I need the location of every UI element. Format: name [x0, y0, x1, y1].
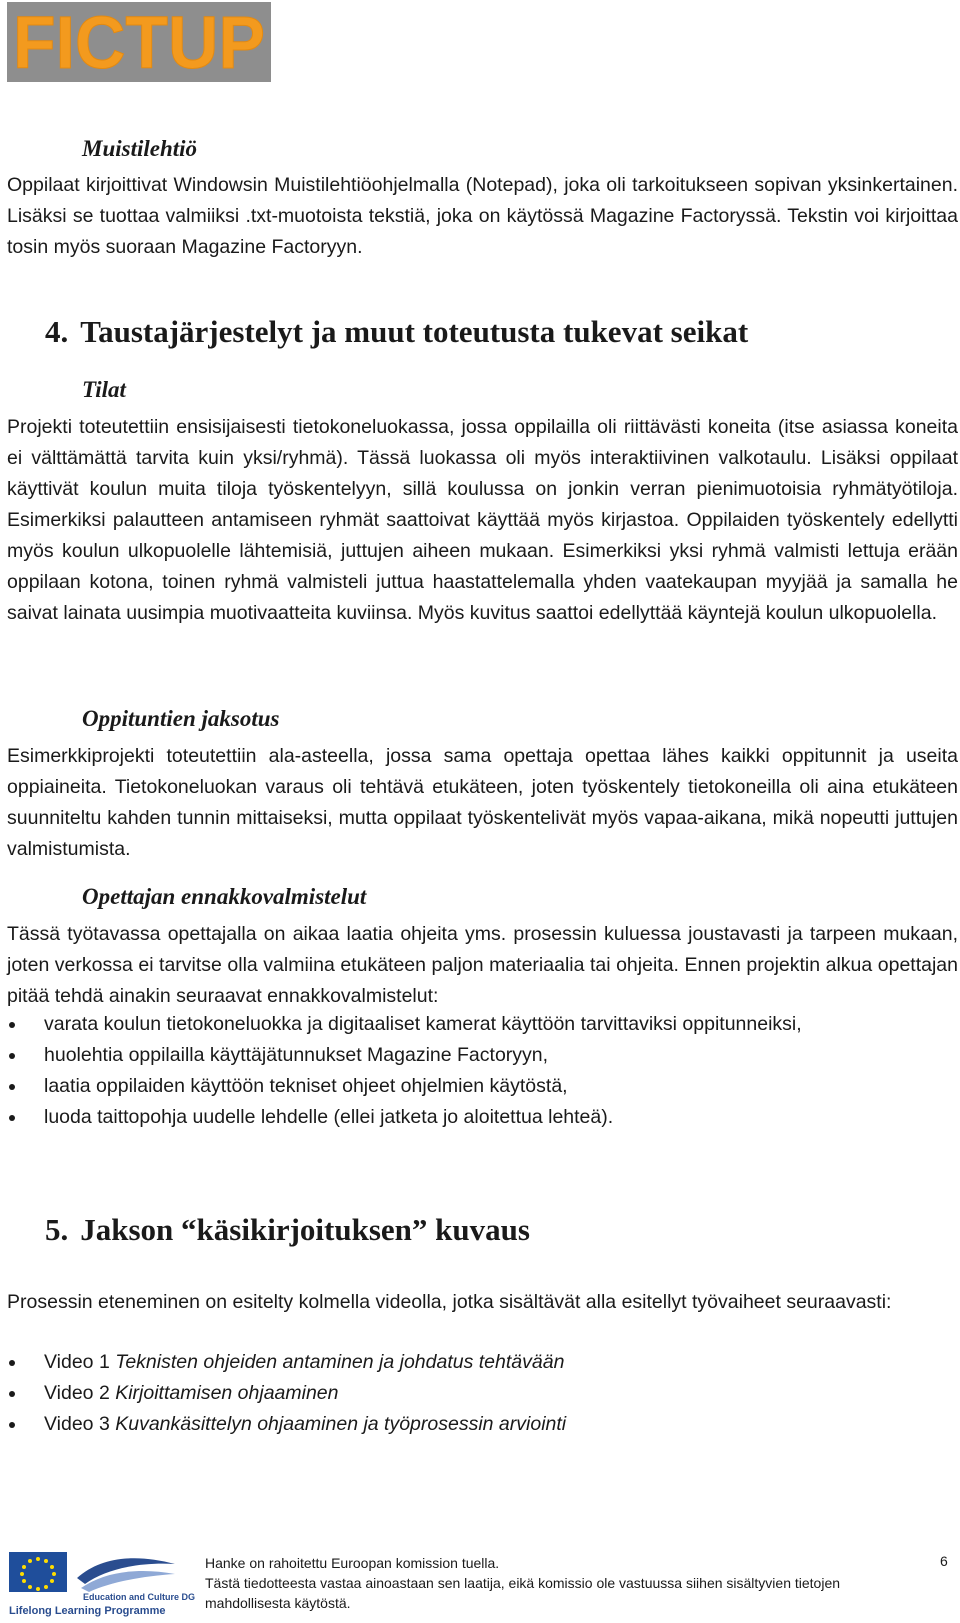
eu-logo-icon: [7, 1548, 196, 1618]
video-title: Teknisten ohjeiden antaminen ja johdatus tehtävään: [115, 1351, 565, 1373]
footer-logos: [7, 1548, 196, 1618]
video-label: Video 2: [44, 1382, 110, 1404]
facilities-heading: Tilat: [82, 377, 126, 402]
eu-text: Education and Culture DG: [83, 1592, 196, 1602]
notepad-heading: Muistilehtiö: [82, 136, 198, 161]
section-5-number: 5.: [45, 1212, 69, 1247]
video-list: [7, 1347, 958, 1440]
preparation-paragraph: Tässä työtavassa opettajalla on aikaa laatia ohjeita yms. prosessin kuluessa joustavasti ja tarpeen mukaan, joten verkossa ei tarvitse olla valmiina etukäteen paljon materiaalia tai ohjeita. Ennen projektin alkua opettajan pitää tehdä ainakin seuraavat ennakkovalmistelut:: [7, 923, 958, 1007]
page-number: 6: [940, 1553, 948, 1569]
fictup-logo-text: FICTUP: [13, 1, 265, 84]
section-4-title: Taustajärjestelyt ja muut toteutusta tukevat seikat: [80, 314, 749, 349]
preparation-list: [7, 1009, 958, 1133]
list-item: varata koulun tietokoneluokka ja digitaaliset kamerat käyttöön tarvittaviksi oppitunneiksi,: [7, 1009, 958, 1040]
video-label: Video 1: [44, 1351, 110, 1373]
section-4-heading: [45, 314, 748, 350]
section-5-title: Jakson “käsikirjoituksen” kuvaus: [80, 1212, 530, 1247]
video-item-1: [7, 1347, 958, 1378]
section-5-heading: [45, 1212, 530, 1248]
footer-text: [205, 1553, 885, 1613]
fictup-logo-graphic: [7, 2, 271, 82]
video-label: Video 3: [44, 1413, 110, 1435]
fictup-logo: [7, 2, 271, 82]
section-4-number: 4.: [45, 314, 69, 349]
list-item: luoda taittopohja uudelle lehdelle (ellei jatketa jo aloitettua lehteä).: [7, 1102, 958, 1133]
scheduling-paragraph: Esimerkkiprojekti toteutettiin ala-asteella, jossa sama opettaja opettaa lähes kaikki oppitunnit ja useita oppiaineita. Tietokoneluokan varaus oli tehtävä etukäteen, joten työskentely tietokoneilla oli aina etukäteen suunniteltu kahden tunnin mittaiseksi, mutta oppilaat työskentelivät myös vapaa-aikana, mikä nopeutti juttujen valmistumista.: [7, 745, 958, 860]
list-item: huolehtia oppilailla käyttäjätunnukset Magazine Factoryyn,: [7, 1040, 958, 1071]
notepad-paragraph: Oppilaat kirjoittivat Windowsin Muistilehtiöohjelmalla (Notepad), joka oli tarkoitukseen sopivan yksinkertainen. Lisäksi se tuottaa valmiiksi .txt-muotoista tekstiä, joka on käytössä Magazine Factoryssä. Tekstin voi kirjoittaa tosin myös suoraan Magazine Factoryyn.: [7, 174, 958, 258]
facilities-paragraph: Projekti toteutettiin ensisijaisesti tietokoneluokassa, jossa oppilailla oli riittävästi koneita (itse asiassa koneita ei välttämättä tarvita kuin yksi/ryhmä). Tässä luokassa oli myös interaktiivinen valkotaulu. Lisäksi oppilaat käyttivät koulun muita tiloja työskentelyyn, sillä koulussa on jonkin verran pienimuotoisia ryhmätyötiloja. Esimerkiksi palautteen antamiseen ryhmät saattoivat käyttää myös kirjastoa. Oppilaiden työskentely edellytti myös koulun ulkopuolelle lähtemisiä, juttujen aiheen mukaan. Esimerkiksi yksi ryhmä valmisti lettuja erään oppilaan kotona, toinen ryhmä valmisteli juttua haastattelemalla yhden vaatekaupan myyjää ja samalla he saivat lainata uusimpia muotivaatteita kuviinsa. Myös kuvitus saattoi edellyttää käyntejä koulun ulkopuolella.: [7, 416, 958, 624]
video-item-3: [7, 1409, 958, 1440]
list-item: laatia oppilaiden käyttöön tekniset ohjeet ohjelmien käytöstä,: [7, 1071, 958, 1102]
funding-statement: Hanke on rahoitettu Euroopan komission tuella.: [205, 1555, 500, 1571]
video-title: Kirjoittamisen ohjaaminen: [115, 1382, 339, 1404]
video-item-2: [7, 1378, 958, 1409]
disclaimer: Tästä tiedotteesta vastaa ainoastaan sen laatija, eikä komissio ole vastuussa siihen sisältyvien tietojen mahdollisesta käytöstä.: [205, 1575, 841, 1611]
scheduling-heading: Oppituntien jaksotus: [82, 706, 280, 731]
section-5-paragraph: Prosessin eteneminen on esitelty kolmella videolla, jotka sisältävät alla esitellyt työvaiheet seuraavasti:: [7, 1291, 892, 1313]
preparation-heading: Opettajan ennakkovalmistelut: [82, 884, 367, 909]
video-title: Kuvankäsittelyn ohjaaminen ja työprosessin arviointi: [115, 1413, 567, 1435]
programme-text: Lifelong Learning Programme: [9, 1605, 166, 1617]
